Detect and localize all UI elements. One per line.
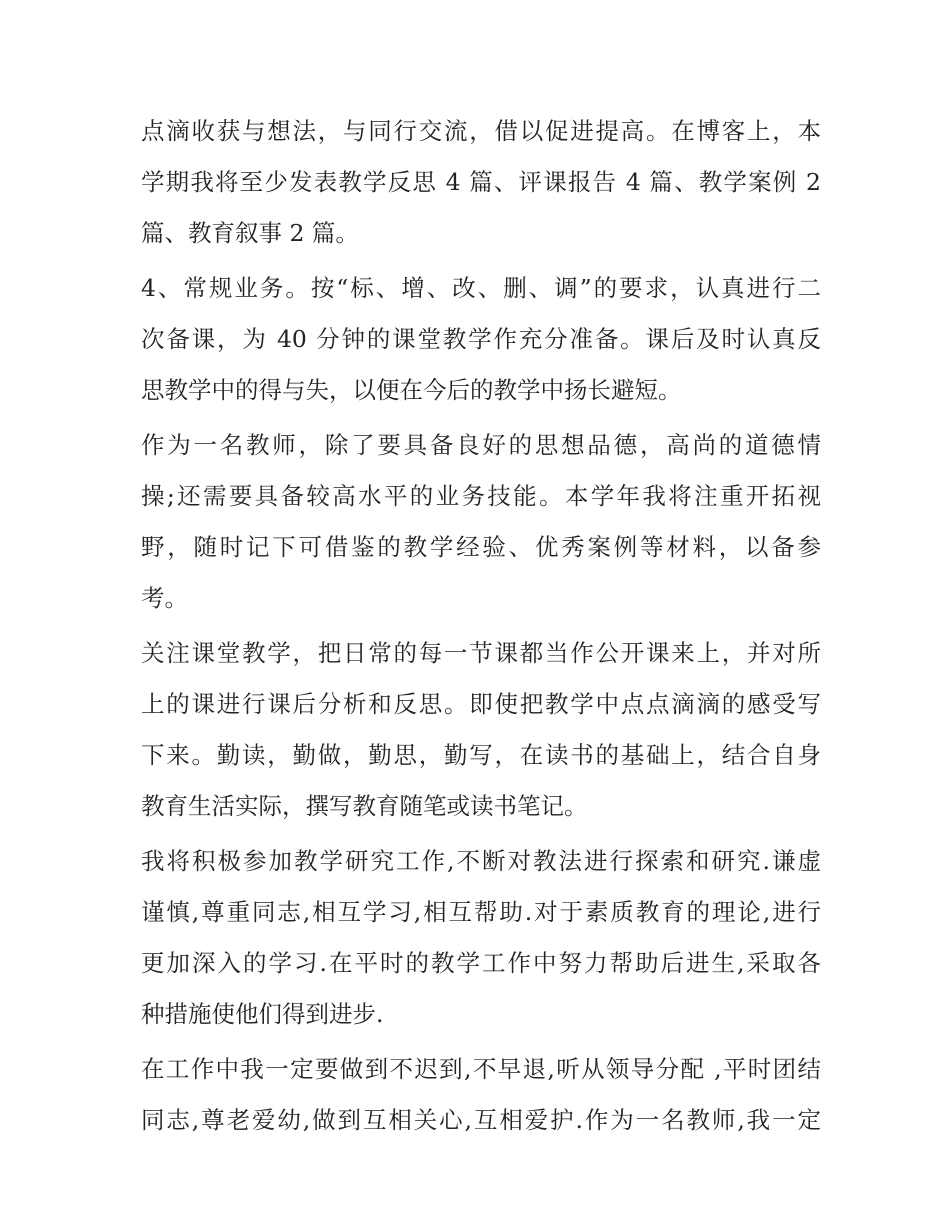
text-line: 更加深入的学习.在平时的教学工作中努力帮助后进生,采取各 <box>141 949 821 977</box>
text-line: 我将积极参加教学研究工作,不断对教法进行探索和研究.谦虚 <box>141 847 821 875</box>
text-line: 操;还需要具备较高水平的业务技能。本学年我将注重开拓视 <box>141 482 821 510</box>
text-line: 点滴收获与想法，与同行交流，借以促进提高。在博客上，本 <box>141 117 821 145</box>
text-line: 作为一名教师，除了要具备良好的思想品德，高尚的道德情 <box>141 431 821 459</box>
text-line: 下来。勤读，勤做，勤思，勤写，在读书的基础上，结合自身 <box>141 741 821 769</box>
text-line: 思教学中的得与失，以便在今后的教学中扬长避短。 <box>141 376 682 404</box>
text-line: 在工作中我一定要做到不迟到,不早退,听从领导分配 ,平时团结 <box>141 1055 821 1083</box>
text-line: 种措施使他们得到进步. <box>141 1000 384 1028</box>
text-line: 学期我将至少发表教学反思 4 篇、评课报告 4 篇、教学案例 2 <box>141 168 821 196</box>
text-line: 4、常规业务。按“标、增、改、删、调”的要求，认真进行二 <box>141 274 821 302</box>
text-line: 上的课进行课后分析和反思。即使把教学中点点滴滴的感受写 <box>141 690 821 718</box>
text-line: 关注课堂教学，把日常的每一节课都当作公开课来上，并对所 <box>141 639 821 667</box>
text-line: 野，随时记下可借鉴的教学经验、优秀案例等材料，以备参 <box>141 533 821 561</box>
text-line: 次备课，为 40 分钟的课堂教学作充分准备。课后及时认真反 <box>141 325 821 353</box>
text-line: 同志,尊老爱幼,做到互相关心,互相爱护.作为一名教师,我一定 <box>141 1106 821 1134</box>
text-line: 谨慎,尊重同志,相互学习,相互帮助.对于素质教育的理论,进行 <box>141 898 821 926</box>
text-line: 篇、教育叙事 2 篇。 <box>141 219 359 247</box>
body-text <box>141 106 821 1146</box>
text-line: 考。 <box>141 584 188 612</box>
text-line: 教育生活实际，撰写教育随笔或读书笔记。 <box>141 792 588 820</box>
